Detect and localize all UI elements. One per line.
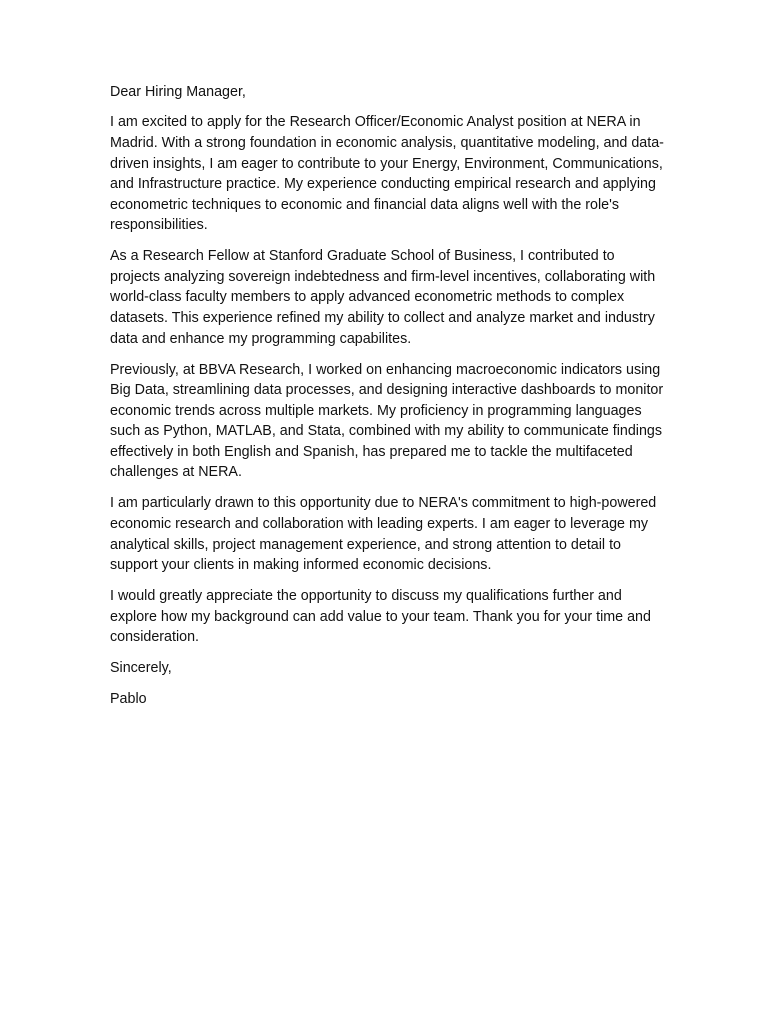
paragraph-stanford: As a Research Fellow at Stanford Graduate School of Business, I contributed to projects analyzing sovereign indebtedness and firm-level incentives, collaborating with world-class faculty members to apply advanced econometric methods to complex datasets. This experience refined my ability to collect and analyze market and industry data and enhance my programming capabilites. <box>110 248 656 347</box>
paragraph-motivation: I am particularly drawn to this opportunity due to NERA's commitment to high-powered economic research and collaboration with leading experts. I am eager to leverage my analytical skills, project management experience, and strong attention to detail to support your clients in making informed economic decisions. <box>110 495 657 574</box>
signature: Pablo <box>110 690 147 707</box>
cover-letter <box>110 82 665 719</box>
closing: Sincerely, <box>110 660 172 677</box>
paragraph-intro: I am excited to apply for the Research Officer/Economic Analyst position at NERA in Madrid. With a strong foundation in economic analysis, quantitative modeling, and data-driven insights, I am eager to contribute to your Energy, Environment, Communications, and Infrastructure practice. My experience conducting empirical research and applying econometric techniques to economic and financial data aligns well with the role's responsibilities. <box>110 114 664 234</box>
paragraph-closing-remarks: I would greatly appreciate the opportunity to discuss my qualifications further and explore how my background can add value to your team. Thank you for your time and consideration. <box>110 588 651 646</box>
salutation: Dear Hiring Manager, <box>110 84 246 100</box>
paragraph-bbva: Previously, at BBVA Research, I worked on enhancing macroeconomic indicators using Big Data, streamlining data processes, and designing interactive dashboards to monitor economic trends across multiple markets. My proficiency in programming languages such as Python, MATLAB, and Stata, combined with my ability to communicate findings effectively in both English and Spanish, has prepared me to tackle the multifaceted challenges at NERA. <box>110 361 664 481</box>
